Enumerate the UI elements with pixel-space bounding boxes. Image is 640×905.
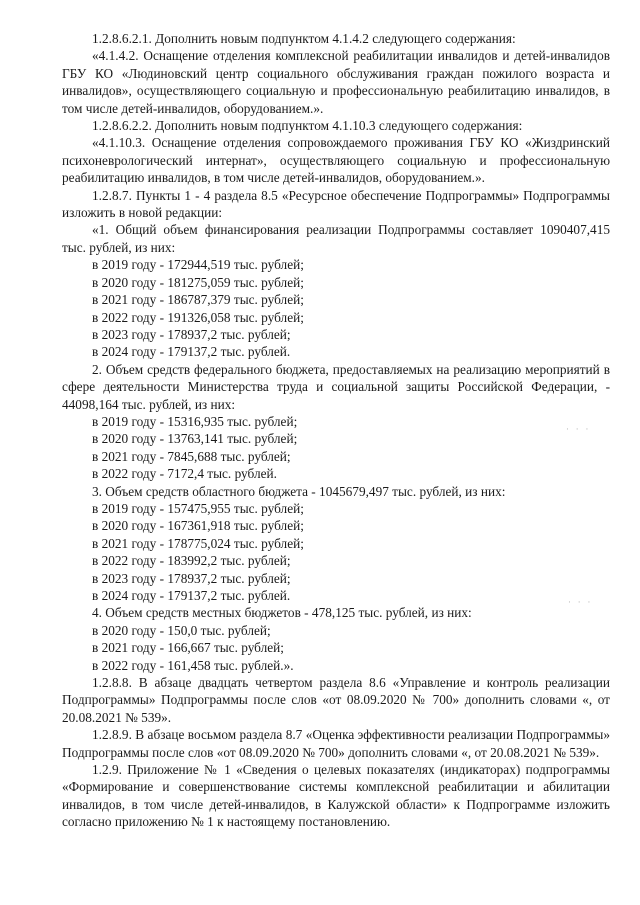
list-item: в 2022 году - 161,458 тыс. рублей.». [92,657,294,673]
scan-speckle: · · · [568,598,593,608]
list-item: в 2021 году - 186787,379 тыс. рублей; [92,292,304,308]
list-item: в 2020 году - 181275,059 тыс. рублей; [92,274,304,290]
list-item: в 2020 году - 167361,918 тыс. рублей; [92,518,304,534]
paragraph: 1.2.8.6.2.1. Дополнить новым подпунктом 4.1.4.2 следующего содержания: [92,31,516,46]
paragraph: 1.2.8.6.2.2. Дополнить новым подпунктом 4.1.10.3 следующего содержания: [92,118,523,134]
paragraph: «4.1.10.3. Оснащение отделения сопровождаемого проживания ГБУ КО «Жиздринский психоневрологический интернат», осуществляющего социальную и профессиональную реабилитацию инвалидов, в том числе детей-инвалидов, оборудованием.». [62,135,610,186]
list-item: в 2024 году - 179137,2 тыс. рублей. [92,344,291,360]
paragraph: 1.2.8.9. В абзаце восьмом раздела 8.7 «Оценка эффективности реализации Подпрограммы» Подпрограммы после слов «от 08.09.2020 № 700» дополнить словами «, от 20.08.2021 № 539». [62,727,610,760]
list-item: в 2021 году - 166,667 тыс. рублей; [92,640,284,656]
scan-speckle: · · · [566,425,591,435]
list-item: в 2019 году - 172944,519 тыс. рублей; [92,257,304,273]
paragraph: 4. Объем средств местных бюджетов - 478,125 тыс. рублей, из них: [92,605,472,621]
list-item: в 2021 году - 178775,024 тыс. рублей; [92,535,304,551]
list-item: в 2023 году - 178937,2 тыс. рублей; [92,326,291,342]
paragraph: 1.2.9. Приложение № 1 «Сведения о целевых показателях (индикаторах) подпрограммы «Формирование и совершенствование системы комплексной реабилитации и абилитации инвалидов, в том числе детей-инвалидов, в Калужской области» к Подпрограмме изложить согласно приложению № 1 к настоящему постановлению. [62,762,610,830]
paragraph: 3. Объем средств областного бюджета - 1045679,497 тыс. рублей, из них: [92,483,506,499]
list-item: в 2020 году - 13763,141 тыс. рублей; [92,431,298,447]
paragraph: «4.1.4.2. Оснащение отделения комплексной реабилитации инвалидов и детей-инвалидов ГБУ КО «Людиновский центр социального обслуживания граждан пожилого возраста и инвалидов», осуществляющего социальную и профессиональную реабилитацию инвалидов, в том числе детей-инвалидов, оборудованием.». [62,48,610,116]
paragraph: 2. Объем средств федерального бюджета, предоставляемых на реализацию мероприятий в сфере деятельности Министерства труда и социальной защиты Российской Федерации, - 44098,164 тыс. рублей, из них: [62,361,610,412]
list-item: в 2020 году - 150,0 тыс. рублей; [92,622,271,638]
list-item: в 2023 году - 178937,2 тыс. рублей; [92,570,291,586]
paragraph: 1.2.8.8. В абзаце двадцать четвертом раздела 8.6 «Управление и контроль реализации Подпрограммы» Подпрограммы после слов «от 08.09.2020 № 700» дополнить словами «, от 20.08.2021 № 539». [62,675,610,725]
list-item: в 2022 году - 183992,2 тыс. рублей; [92,553,291,569]
list-item: в 2019 году - 15316,935 тыс. рублей; [92,413,298,429]
list-item: в 2022 году - 7172,4 тыс. рублей. [92,466,277,482]
list-item: в 2022 году - 191326,058 тыс. рублей; [92,309,304,325]
list-item: в 2021 году - 7845,688 тыс. рублей; [92,448,291,464]
document-body [62,30,610,831]
paragraph: 1.2.8.7. Пункты 1 - 4 раздела 8.5 «Ресурсное обеспечение Подпрограммы» Подпрограммы изложить в новой редакции: [62,187,610,221]
paragraph: «1. Общий объем финансирования реализации Подпрограммы составляет 1090407,415 тыс. рублей, из них: [62,222,610,255]
list-item: в 2024 году - 179137,2 тыс. рублей. [92,588,291,603]
list-item: в 2019 году - 157475,955 тыс. рублей; [92,500,304,516]
